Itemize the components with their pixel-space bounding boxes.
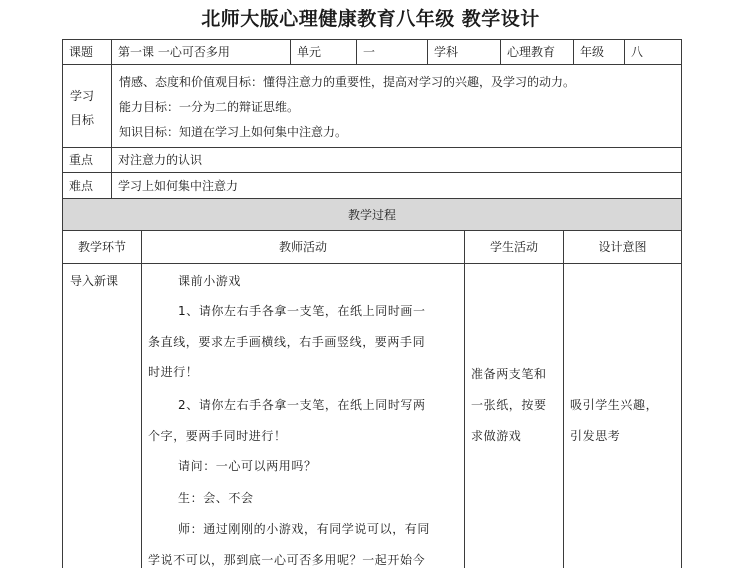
goals-label xyxy=(62,64,112,148)
grade-value: 八 xyxy=(624,39,682,65)
goals-label-line2: 目标 xyxy=(70,113,95,127)
goals-content xyxy=(111,64,682,148)
lesson-label: 课题 xyxy=(62,39,112,65)
student-line: 求做游戏 xyxy=(471,429,522,443)
goal-emotion: 情感、态度和价值观目标：懂得注意力的重要性，提高对学习的兴趣，及学习的动力。 xyxy=(119,75,576,89)
difficulty-label: 难点 xyxy=(62,172,112,199)
teacher-line: 2、请你左右手各拿一支笔，在纸上同时写两 xyxy=(178,398,426,412)
intent-line: 引发思考 xyxy=(570,429,621,443)
col-header-stage: 教学环节 xyxy=(62,230,142,264)
teacher-line: 生：会、不会 xyxy=(178,491,254,505)
teacher-activity-cell xyxy=(141,263,465,568)
student-activity-cell xyxy=(464,263,564,568)
subject-label: 学科 xyxy=(427,39,501,65)
unit-value: 一 xyxy=(356,39,428,65)
student-line: 一张纸，按要 xyxy=(471,398,547,412)
goal-knowledge: 知识目标：知道在学习上如何集中注意力。 xyxy=(119,125,348,139)
stage-cell xyxy=(62,263,142,568)
teacher-line: 请问：一心可以两用吗？ xyxy=(178,459,317,473)
col-header-intent: 设计意图 xyxy=(563,230,682,264)
teacher-line: 个字，要两手同时进行！ xyxy=(148,429,287,443)
goals-label-line1: 学习 xyxy=(70,89,95,103)
teacher-line: 时进行！ xyxy=(148,365,199,379)
col-header-student: 学生活动 xyxy=(464,230,564,264)
intent-line: 吸引学生兴趣， xyxy=(570,398,659,412)
process-header: 教学过程 xyxy=(62,198,682,231)
col-header-teacher: 教师活动 xyxy=(141,230,465,264)
design-intent-cell xyxy=(563,263,682,568)
teacher-line: 学说不可以，那到底一心可否多用呢？一起开始今 xyxy=(148,553,426,567)
document-title: 北师大版心理健康教育八年级 教学设计 xyxy=(201,8,540,30)
key-point-value: 对注意力的认识 xyxy=(111,147,682,173)
teacher-line: 条直线，要求左手画横线，右手画竖线，要两手同 xyxy=(148,335,426,349)
goal-ability: 能力目标：一分为二的辩证思维。 xyxy=(119,100,300,114)
student-line: 准备两支笔和 xyxy=(471,367,547,381)
subject-value: 心理教育 xyxy=(500,39,574,65)
unit-label: 单元 xyxy=(290,39,357,65)
grade-label: 年级 xyxy=(573,39,625,65)
key-point-label: 重点 xyxy=(62,147,112,173)
difficulty-value: 学习上如何集中注意力 xyxy=(111,172,682,199)
teacher-line: 1、请你左右手各拿一支笔，在纸上同时画一 xyxy=(178,304,426,318)
lesson-value: 第一课 一心可否多用 xyxy=(111,39,291,65)
teacher-line: 师：通过刚刚的小游戏，有同学说可以，有同 xyxy=(178,522,431,536)
teacher-line: 课前小游戏 xyxy=(178,274,242,288)
stage-text: 导入新课 xyxy=(70,274,119,288)
